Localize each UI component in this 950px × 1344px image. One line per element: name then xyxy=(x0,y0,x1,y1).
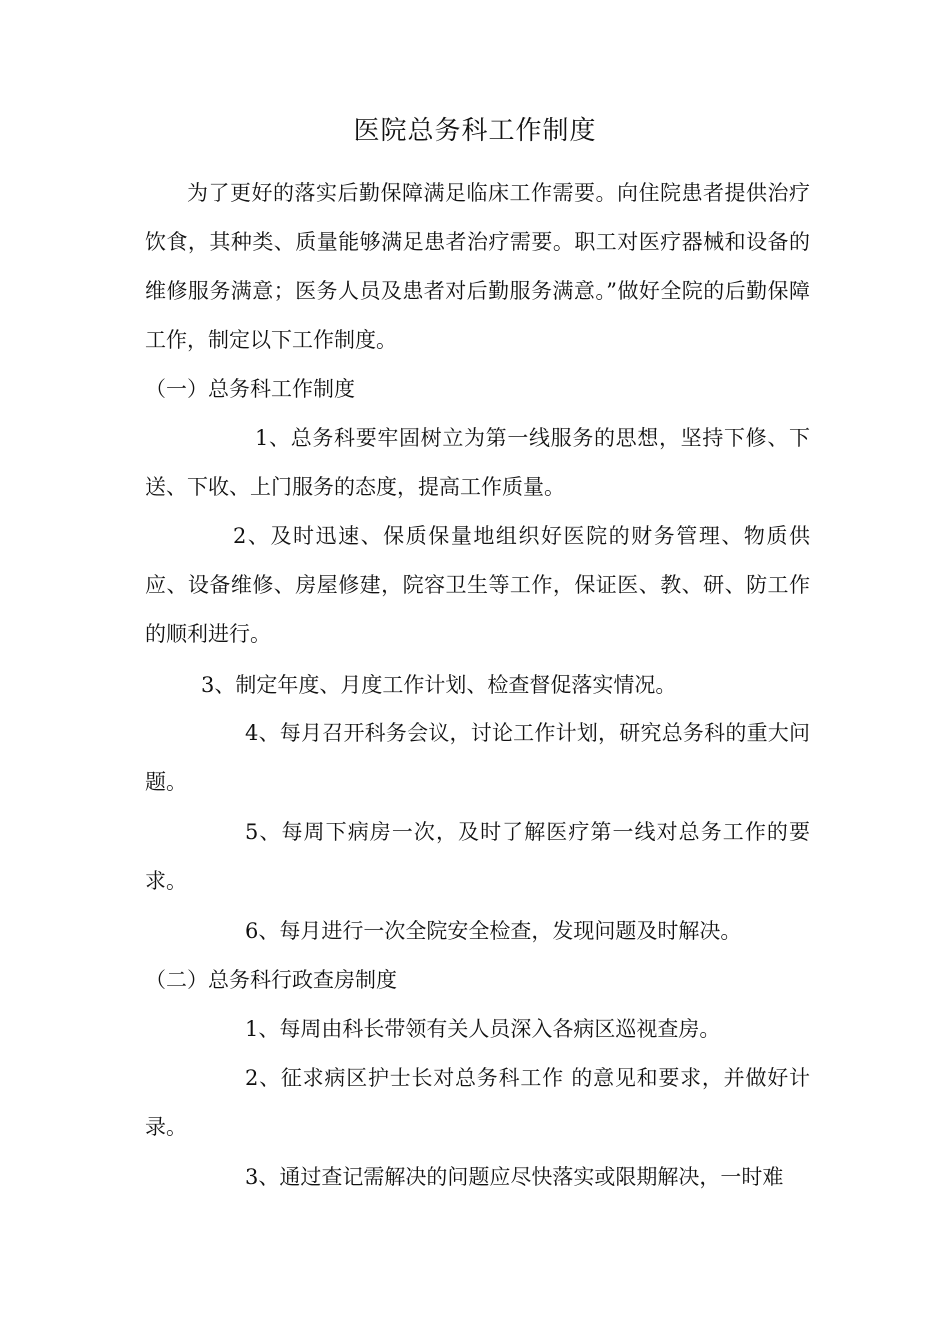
section1-item-3: 3、制定年度、月度工作计划、检查督促落实情况。 xyxy=(201,673,677,697)
document-title: 医院总务科工作制度 xyxy=(353,116,597,146)
section-heading-2: （二）总务科行政查房制度 xyxy=(145,968,397,992)
section1-item-4: 4、每月召开科务会议，讨论工作计划，研究总务科的重大问题。 xyxy=(145,721,810,794)
section2-item-3: 3、通过查记需解决的问题应尽快落实或限期解决，一时难 xyxy=(245,1165,784,1189)
section1-item-2: 2、及时迅速、保质保量地组织好医院的财务管理、物质供应、设备维修、房屋修建，院容卫生等工作，保证医、教、研、防工作的顺利进行。 xyxy=(145,524,810,646)
section2-item-1: 1、每周由科长带领有关人员深入各病区巡视查房。 xyxy=(245,1017,721,1041)
section2-item-2: 2、征求病区护士长对总务科工作 的意见和要求，并做好计录。 xyxy=(145,1066,810,1139)
section1-item-1: 1、总务科要牢固树立为第一线服务的思想，坚持下修、下送、下收、上门服务的态度，提高工作质量。 xyxy=(145,426,810,499)
intro-paragraph: 为了更好的落实后勤保障满足临床工作需要。向住院患者提供治疗饮食，其种类、质量能够满足患者治疗需要。职工对医疗器械和设备的维修服务满意；医务人员及患者对后勤服务满意。”做好全院的后勤保障工作，制定以下工作制度。 xyxy=(145,181,810,352)
section-heading-1: （一）总务科工作制度 xyxy=(145,377,355,401)
section1-item-5: 5、每周下病房一次，及时了解医疗第一线对总务工作的要求。 xyxy=(145,820,810,893)
section1-item-6: 6、每月进行一次全院安全检查，发现问题及时解决。 xyxy=(245,919,742,943)
